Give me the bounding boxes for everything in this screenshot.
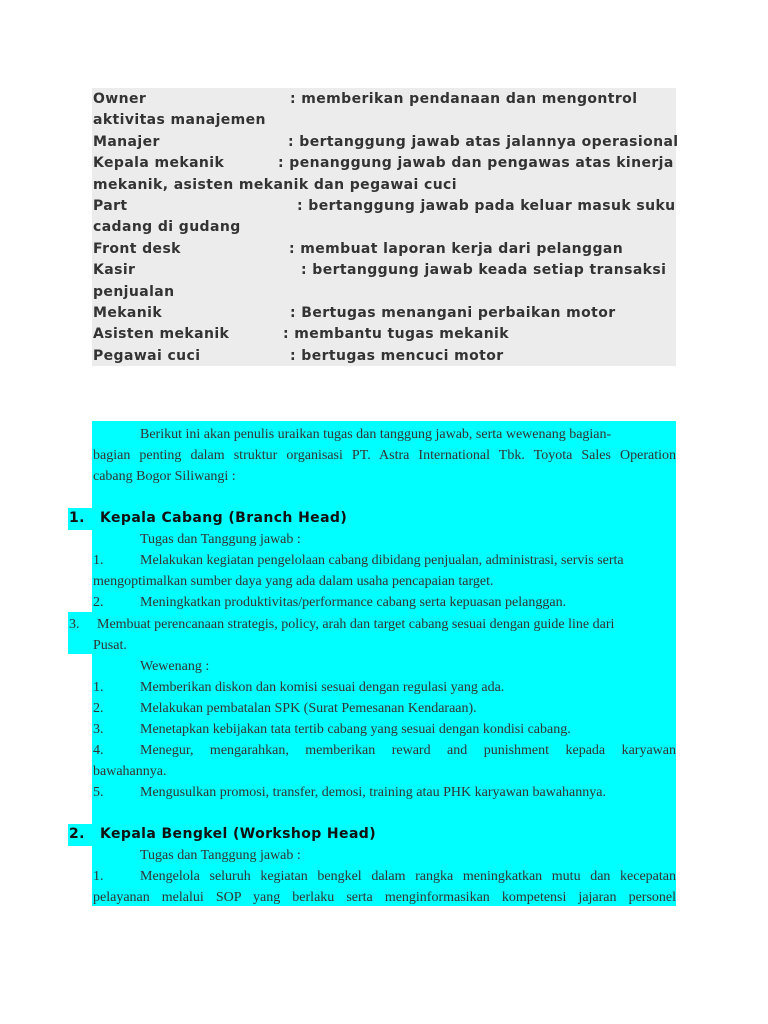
authority-4-number: 4.	[93, 743, 104, 758]
duty-1-number: 1.	[93, 553, 104, 568]
authority-5-number: 5.	[93, 785, 104, 800]
role-row	[93, 132, 679, 153]
role-row	[93, 153, 676, 174]
role-description: : penanggung jawab dan pengawas atas kinerja	[278, 155, 674, 172]
intro-line-3: cabang Bogor Siliwangi :	[93, 469, 236, 484]
role-name: Manajer	[93, 133, 160, 150]
duty-3-number: 3.	[69, 617, 80, 632]
authority-2-number: 2.	[93, 701, 104, 716]
authority-2-text: Melakukan pembatalan SPK (Surat Pemesanan Kendaraan).	[140, 701, 477, 716]
duty-1-line-1: Melakukan kegiatan pengelolaan cabang dibidang penjualan, administrasi, servis serta	[140, 553, 624, 568]
role-row	[93, 89, 676, 110]
authority-3-text: Menetapkan kebijakan tata tertib cabang yang sesuai dengan kondisi cabang.	[140, 722, 571, 737]
authority-5-text: Mengusulkan promosi, transfer, demosi, training atau PHK karyawan bawahannya.	[140, 785, 606, 800]
role-description: : bertugas mencuci motor	[290, 347, 504, 364]
duty-1-line-2: mengoptimalkan sumber daya yang ada dalam usaha pencapaian target.	[93, 574, 494, 589]
role-description: : bertanggung jawab pada keluar masuk suku	[297, 198, 676, 214]
section-2-heading	[0, 824, 400, 845]
role-name: Asisten mekanik	[93, 326, 230, 343]
role-row	[93, 110, 676, 131]
role-description: : membuat laporan kerja dari pelanggan	[289, 240, 624, 257]
role-row	[93, 346, 676, 367]
duty-3-line-2: Pusat.	[93, 638, 127, 653]
intro-line-1: Berikut ini akan penulis uraikan tugas dan tanggung jawab, serta wewenang bagian-	[140, 427, 612, 442]
role-name: Kepala mekanik	[93, 155, 225, 172]
role-name: Kasir	[93, 262, 136, 279]
intro-line-2: bagian penting dalam struktur organisasi PT. Astra International Tbk. Toyota Sales Operation	[93, 448, 676, 463]
role-row	[93, 217, 676, 238]
role-row	[93, 303, 676, 324]
role-name: aktivitas manajemen	[93, 112, 266, 129]
role-name: Pegawai cuci	[93, 347, 201, 364]
role-name: mekanik, asisten mekanik dan pegawai cuci	[93, 176, 457, 193]
authority-4-line-1: Menegur, mengarahkan, memberikan reward and punishment kepada karyawan	[140, 743, 676, 758]
role-name: Part	[93, 198, 128, 214]
section-1-heading	[0, 508, 400, 529]
section-2-duty-1-line-1: Mengelola seluruh kegiatan bengkel dalam rangka meningkatkan mutu dan kecepatan	[140, 869, 676, 884]
role-description: : bertanggung jawab keada setiap transaksi	[301, 262, 667, 279]
role-row	[93, 196, 676, 217]
authority-1-number: 1.	[93, 680, 104, 695]
duty-3-line-1: Membuat perencanaan strategis, policy, arah dan target cabang sesuai dengan guide line dari	[97, 617, 615, 632]
section-2-duty-1-line-2: pelayanan melalui SOP yang berlaku serta menginformasikan kompetensi jajaran personel	[93, 890, 676, 905]
role-row	[93, 324, 676, 345]
role-name: cadang di gudang	[93, 219, 241, 236]
role-row	[93, 175, 676, 196]
role-row	[93, 260, 676, 281]
section-1-duties-label: Tugas dan Tanggung jawab :	[140, 532, 301, 547]
role-row	[93, 239, 676, 260]
role-description: : Bertugas menangani perbaikan motor	[290, 305, 616, 321]
role-name: penjualan	[93, 283, 175, 300]
role-description: : bertanggung jawab atas jalannya operasional	[288, 133, 679, 150]
role-description: : memberikan pendanaan dan mengontrol	[290, 91, 638, 107]
section-2-number: 2.	[69, 826, 85, 842]
authority-1-text: Memberikan diskon dan komisi sesuai dengan regulasi yang ada.	[140, 680, 505, 695]
role-name: Front desk	[93, 240, 181, 257]
role-name: Mekanik	[93, 305, 163, 321]
authority-4-line-2: bawahannya.	[93, 764, 167, 779]
duty-2-number: 2.	[93, 595, 104, 610]
section-2-duty-1-number: 1.	[93, 869, 104, 884]
section-2-title: Kepala Bengkel (Workshop Head)	[100, 826, 377, 842]
role-name: Owner	[93, 91, 147, 107]
duty-2-text: Meningkatkan produktivitas/performance cabang serta kepuasan pelanggan.	[140, 595, 567, 610]
section-1-title: Kepala Cabang (Branch Head)	[100, 510, 348, 526]
authority-3-number: 3.	[93, 722, 104, 737]
section-1-number: 1.	[69, 510, 85, 526]
section-1-authority-label: Wewenang :	[140, 659, 210, 674]
section-2-duties-label: Tugas dan Tanggung jawab :	[140, 848, 301, 863]
role-row	[93, 282, 676, 303]
role-description: : membantu tugas mekanik	[283, 326, 509, 343]
